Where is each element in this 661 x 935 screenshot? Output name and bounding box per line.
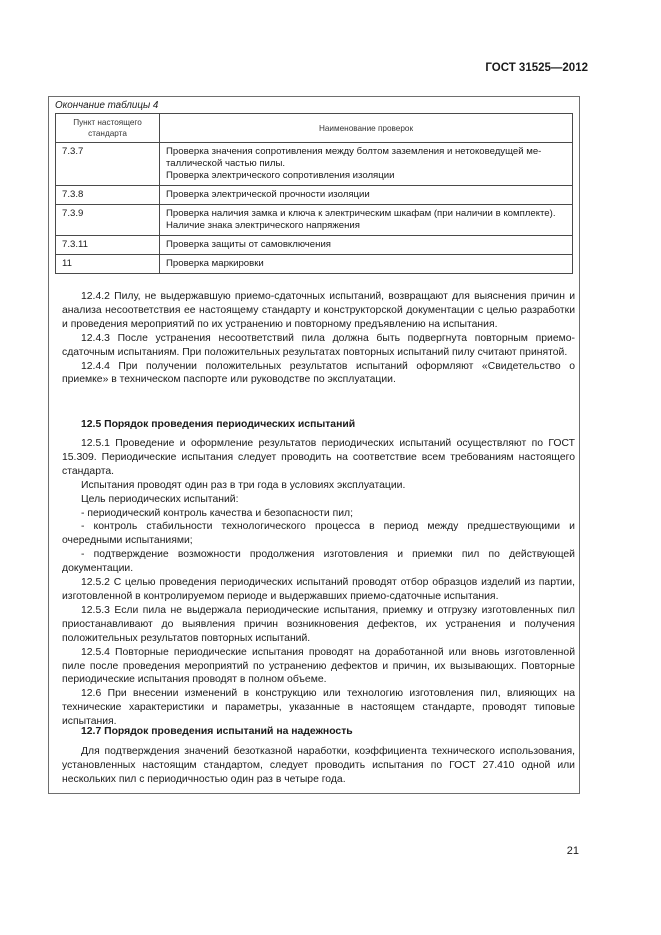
col-header-checks: Наименование проверок: [160, 114, 573, 143]
section-heading-12-7: 12.7 Порядок проведения испытаний на надежность: [81, 726, 353, 737]
page-number: 21: [566, 845, 579, 857]
reliability-text-block: [62, 745, 575, 787]
check-cell: [160, 255, 573, 274]
table-caption: Окончание таблицы 4: [55, 100, 159, 111]
check-line: Проверка электрической прочности изоляции: [166, 189, 370, 200]
clause-cell: 11: [56, 255, 160, 274]
check-line: Проверка защиты от самовключения: [166, 239, 331, 250]
table-row: [56, 236, 573, 255]
check-cell: [160, 205, 573, 236]
checks-table: [55, 113, 573, 274]
check-cell: [160, 236, 573, 255]
clause-cell: 7.3.11: [56, 236, 160, 255]
check-line: таллической частью пилы.: [166, 158, 286, 169]
table-row: [56, 255, 573, 274]
check-line: Проверка значения сопротивления между болтом заземления и нетоковедущей ме-: [166, 146, 542, 157]
paragraph-12-5-2: 12.5.2 С целью проведения периодических испытаний проводят отбор образцов изделий из партии, изготовленной в контролируемом периоде и выдержавших приемо-сдаточные испытания.: [62, 577, 575, 602]
table-row: [56, 205, 573, 236]
paragraph-12-6: 12.6 При внесении изменений в конструкцию или технологию изготовления пил, влияющих на технические характеристики и параметры, указанные в настоящем стандарте, проводят типовые испытания.: [62, 688, 575, 728]
paragraph-12-7: Для подтверждения значений безотказной наработки, коэффициента технического использования, установленных настоящим стандартом, следует проводить испытания по ГОСТ 27.410 одной или нескольких пил с периодичностью один раз в четыре года.: [62, 746, 575, 785]
standard-code: ГОСТ 31525—2012: [485, 62, 588, 74]
clause-cell: 7.3.9: [56, 205, 160, 236]
paragraph-12-5-3: 12.5.3 Если пила не выдержала периодические испытания, приемку и отгрузку изготовленных пил приостанавливают до выявления причин возникновения дефектов, их устранения и получения положительных результатов повторных испытаний.: [62, 604, 575, 644]
clause-cell: 7.3.7: [56, 143, 160, 186]
col-header-clause: Пункт настоящего стандарта: [56, 114, 160, 143]
paragraph-12-5-1: 12.5.1 Проведение и оформление результатов периодических испытаний осуществляют по ГОСТ 15.309. Периодические испытания следует проводить на соответствие всем требованиям настоящего стандарта.: [62, 438, 575, 477]
paragraph-12-5-4: 12.5.4 Повторные периодические испытания проводят на доработанной или вновь изготовленной пиле после проведения мероприятий по устранению дефектов и причин, их вызывающих. Повторные периодические испытания проводят в полном объеме.: [62, 646, 575, 686]
table-row: [56, 186, 573, 205]
section-heading-12-5: 12.5 Порядок проведения периодических испытаний: [81, 419, 356, 430]
list-item: - периодический контроль качества и безопасности пил;: [81, 507, 353, 519]
list-item: - контроль стабильности технологического процесса в период между предшествующими и очередными испытаниями;: [62, 521, 575, 547]
check-cell: [160, 143, 573, 186]
acceptance-text-block: [62, 290, 575, 387]
check-cell: [160, 186, 573, 205]
paragraph-goal: Цель периодических испытаний:: [81, 493, 239, 505]
check-line: Проверка электрического сопротивления изоляции: [166, 170, 395, 181]
paragraph-12-4-4: 12.4.4 При получении положительных результатов испытаний оформляют «Свидетельство о приемке» в техническом паспорте или руководстве по эксплуатации.: [62, 360, 575, 386]
table-row: [56, 143, 573, 186]
periodic-text-block: [62, 437, 575, 729]
check-line: Проверка наличия замка и ключа к электрическим шкафам (при наличии в комплекте).: [166, 208, 556, 219]
clause-cell: 7.3.8: [56, 186, 160, 205]
paragraph-12-4-2: 12.4.2 Пилу, не выдержавшую приемо-сдаточных испытаний, возвращают для выяснения причин и анализа несоответствия ее настоящему стандарту и конструкторской документации с целью разработки и проведения мероприятий по их устранению и повторному предъявлению на испытания.: [62, 291, 575, 330]
paragraph-frequency: Испытания проводят один раз в три года в условиях эксплуатации.: [81, 479, 406, 491]
paragraph-12-4-3: 12.4.3 После устранения несоответствий пила должна быть подвергнута повторным приемо-сдаточным испытаниям. При положительных результатах повторных испытаний пилу считают принятой.: [62, 332, 575, 358]
list-item: - подтверждение возможности продолжения изготовления и приемки пил по действующей документации.: [62, 549, 575, 575]
check-line: Наличие знака электрического напряжения: [166, 220, 360, 231]
check-line: Проверка маркировки: [166, 258, 264, 269]
